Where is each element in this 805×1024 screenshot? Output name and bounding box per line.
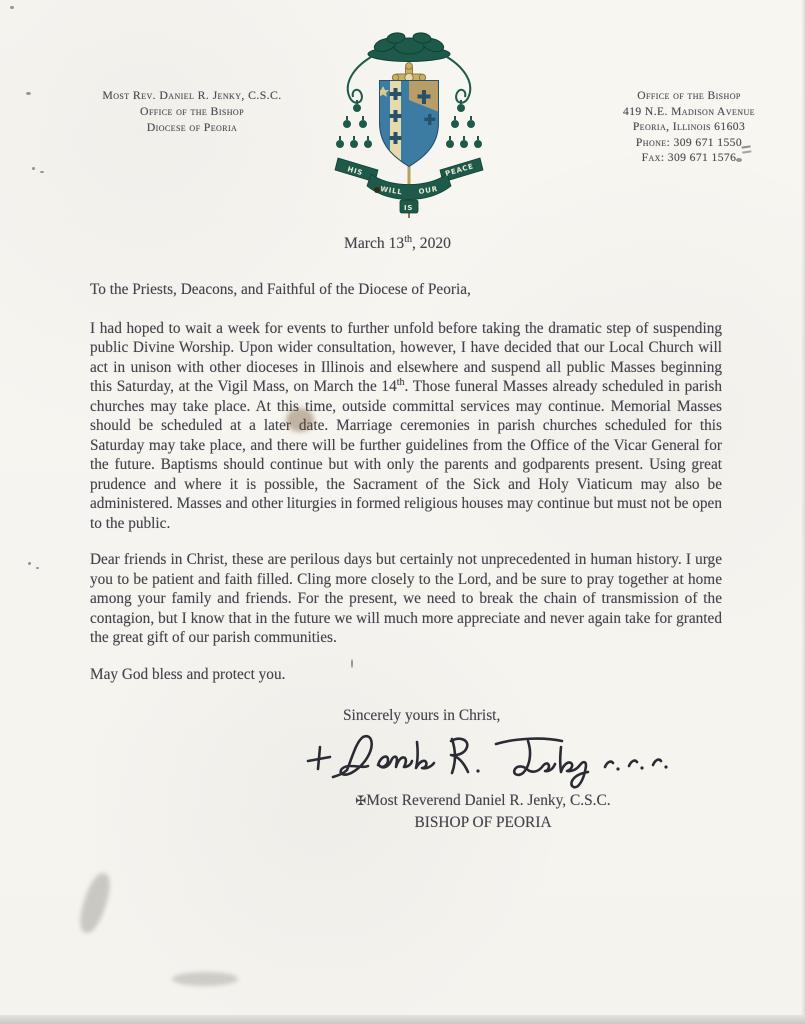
letterhead-office: Office of the Bishop [140, 104, 244, 118]
scan-speck [32, 167, 35, 170]
letterhead-left [58, 87, 326, 135]
letterhead-office-right: Office of the Bishop [637, 89, 741, 102]
signature-ink-icon [300, 728, 708, 790]
letter-body [90, 280, 722, 833]
galero-hat-icon [368, 32, 450, 62]
letterhead-address: 419 N.E. Madison Avenue [623, 104, 755, 118]
paragraph-3: May God bless and protect you. [90, 665, 286, 683]
typed-name: Most Reverend Daniel R. Jenky, C.S.C. [366, 791, 611, 809]
handwritten-signature [300, 728, 708, 790]
paragraph-1-superscript: th [396, 376, 405, 388]
date-line [344, 235, 451, 253]
scan-speck [40, 171, 44, 173]
letterhead-name: Most Rev. Daniel R. Jenky, C.S.C. [102, 88, 282, 102]
page-bottom-edge [0, 1015, 805, 1024]
scan-smudge [172, 972, 238, 986]
salutation: To the Priests, Deacons, and Faithful of the Diocese of Peoria, [90, 281, 471, 298]
bishop-coat-of-arms [333, 28, 485, 224]
scan-speck [26, 92, 31, 95]
date-text: March 13 [344, 235, 405, 252]
motto-word-peace: PEACE [444, 162, 475, 178]
scan-speck [36, 567, 39, 569]
letterhead-right [578, 88, 800, 166]
shield-icon [377, 80, 439, 170]
letterhead-phone: Phone: 309 671 1550 [635, 135, 743, 149]
letterhead-city: Peoria, Illinois 61603 [632, 120, 746, 133]
motto-word-his: HIS [346, 165, 364, 178]
motto-word-will: WILL [379, 185, 404, 197]
bishop-title: BISHOP OF PEORIA [414, 813, 552, 831]
date-year: , 2020 [411, 235, 451, 252]
motto-word-is: IS [404, 204, 414, 212]
letterhead-diocese: Diocese of Peoria [146, 120, 238, 134]
letterhead-fax: Fax: 309 671 1576 [641, 151, 737, 164]
scan-smudge [75, 870, 115, 936]
signature-block [338, 790, 628, 833]
typed-name-line [338, 790, 628, 812]
crest-graphic [333, 28, 485, 224]
paragraph-1-text: I had hoped to wait a week for events to further unfold before taking the dramatic step of suspending public Divine Worship. Upon wider consultation, however, I have decided that our Local Church will act in unison with other dioceses in Illinois and elsewhere and suspend all public Masses beginning this Saturday, at the Vigil Mass, on March the 14 [90, 319, 722, 395]
episcopal-cross-icon: ✠ [355, 793, 367, 809]
scan-speck [10, 6, 14, 9]
paragraph-1 [90, 319, 722, 534]
scan-speck [28, 562, 31, 565]
paragraph-2: Dear friends in Christ, these are perilous days but certainly not unprecedented in human history. I urge you to be patient and faith filled. Cling more closely to the Lord, and be sure to pray together at home among your family and friends. For the present, we need to break the chain of transmission of the contagion, but I know that in the future we will much more appreciate and never again take for granted the great gift of our parish communities. [90, 551, 722, 646]
valediction: Sincerely yours in Christ, [343, 707, 501, 724]
page-edge-shadow [801, 0, 805, 1024]
date-superscript: th [404, 233, 412, 245]
motto-word-our: OUR [418, 185, 439, 196]
paragraph-1-text-cont: . Those funeral Masses already scheduled in parish churches may take place. At this time, outside committal services may continue. Memorial Masses should be scheduled at a later date. Marriage ceremonies in parish churches scheduled for this Saturday may take place, and there will be further guidelines from the Office of the Vicar General for the future. Baptisms should continue but with only the parents and godparents present. Using great prudence and where it is possible, the Sacrament of the Sick and Holy Viaticum may also be administered. Masses and other liturgies in formed religious houses may continue but must not be open to the public. [90, 378, 722, 532]
